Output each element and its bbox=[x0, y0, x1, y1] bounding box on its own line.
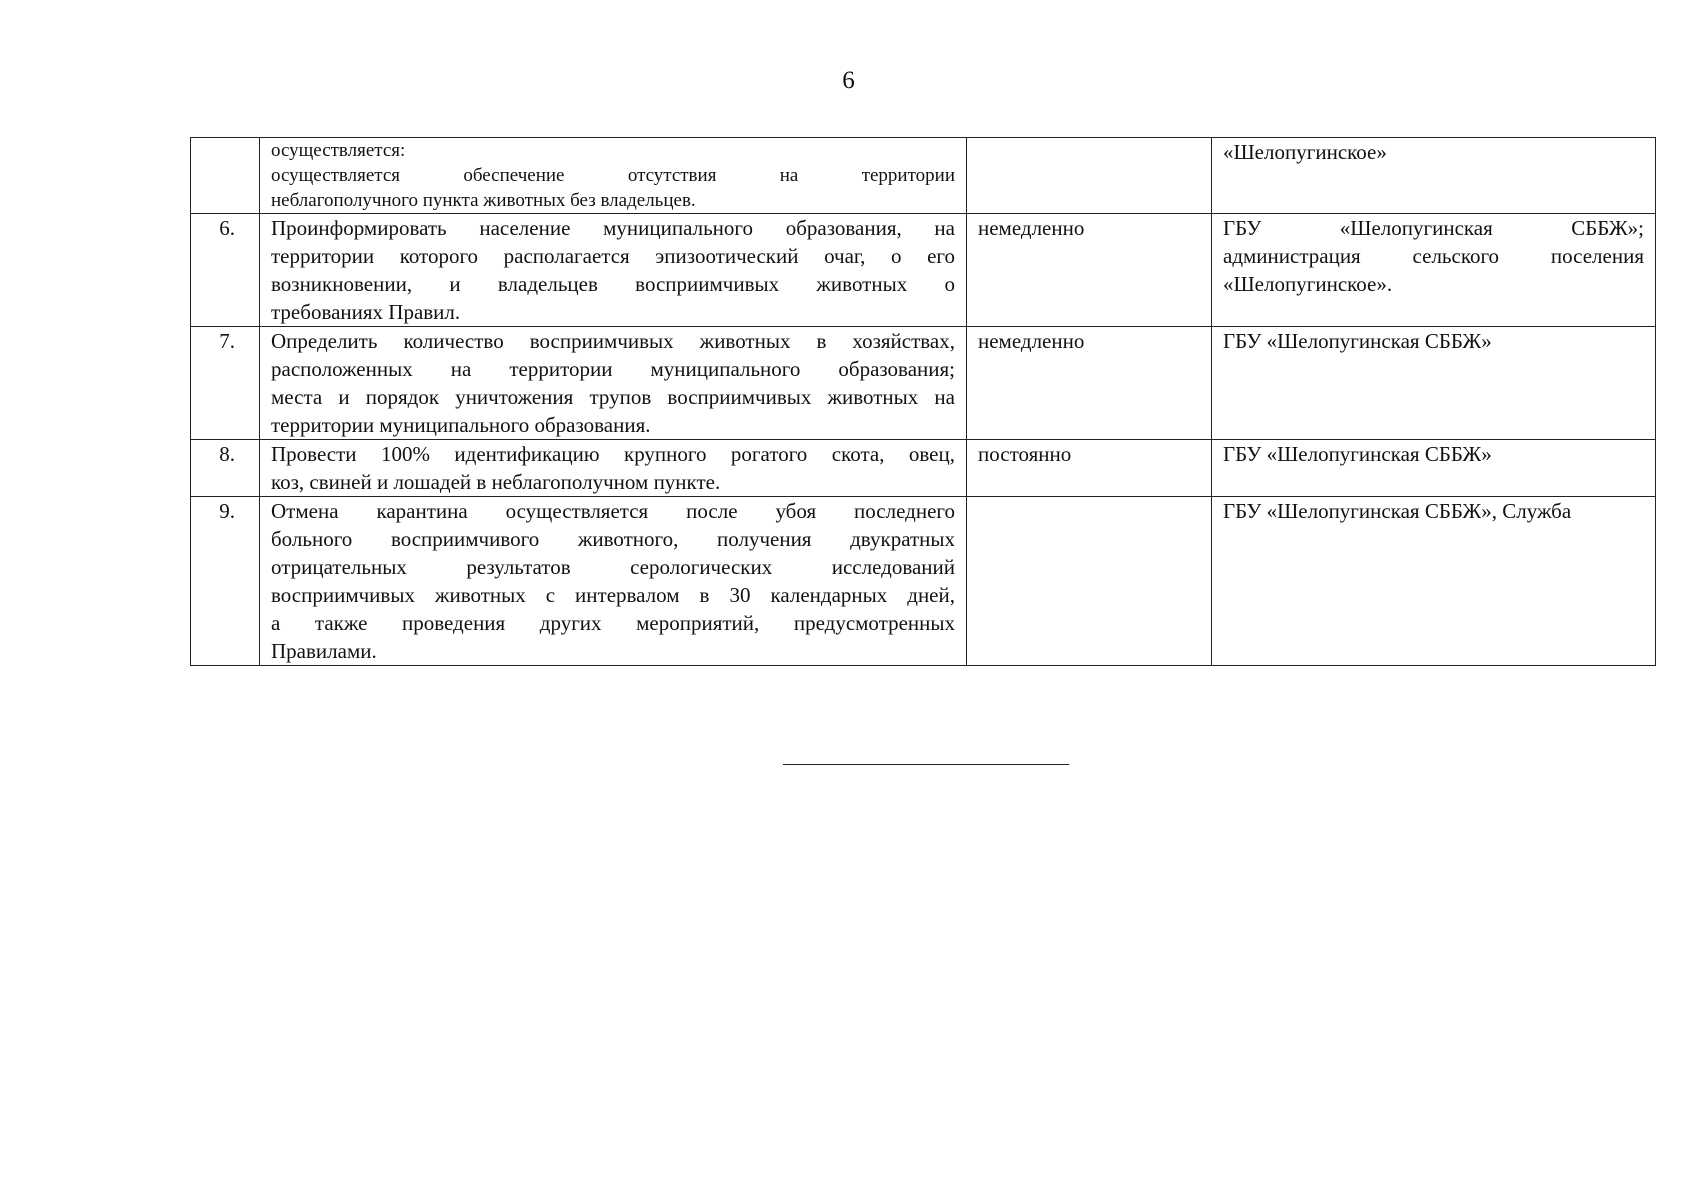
action-cell bbox=[260, 327, 967, 440]
row-number: 6. bbox=[219, 216, 235, 240]
action-line: Определить количество восприимчивых животных в хозяйствах, bbox=[271, 329, 955, 353]
action-line: Отмена карантина осуществляется после убоя последнего bbox=[271, 499, 955, 523]
action-line: требованиях Правил. bbox=[271, 300, 461, 324]
responsible-cell bbox=[1212, 138, 1656, 214]
action-line: Проинформировать население муниципального образования, на bbox=[271, 216, 955, 240]
term-cell bbox=[967, 497, 1212, 666]
action-line: территории которого располагается эпизоотический очаг, о его bbox=[271, 244, 955, 268]
action-line: больного восприимчивого животного, получения двукратных bbox=[271, 527, 955, 551]
table-body bbox=[191, 138, 1656, 666]
responsible-line: ГБУ «Шелопугинская СББЖ» bbox=[1223, 442, 1492, 466]
action-cell bbox=[260, 214, 967, 327]
responsible-cell bbox=[1212, 440, 1656, 497]
measures-table bbox=[190, 137, 1656, 666]
action-cell bbox=[260, 440, 967, 497]
responsible-cell bbox=[1212, 214, 1656, 327]
table-row bbox=[191, 497, 1656, 666]
action-line: неблагополучного пункта животных без владельцев. bbox=[271, 190, 696, 211]
action-line: восприимчивых животных с интервалом в 30 календарных дней, bbox=[271, 583, 955, 607]
row-number-cell bbox=[191, 138, 260, 214]
row-number-cell bbox=[191, 497, 260, 666]
action-line: расположенных на территории муниципального образования; bbox=[271, 357, 955, 381]
term-cell bbox=[967, 138, 1212, 214]
table-row bbox=[191, 440, 1656, 497]
responsible-cell bbox=[1212, 327, 1656, 440]
responsible-line: администрация сельского поселения bbox=[1223, 244, 1644, 268]
table-row bbox=[191, 214, 1656, 327]
term-cell bbox=[967, 214, 1212, 327]
table-row bbox=[191, 138, 1656, 214]
action-line: отрицательных результатов серологических исследований bbox=[271, 555, 955, 579]
term-text: немедленно bbox=[978, 329, 1085, 353]
term-text: постоянно bbox=[978, 442, 1072, 466]
action-line: территории муниципального образования. bbox=[271, 413, 651, 437]
action-cell bbox=[260, 138, 967, 214]
row-number: 9. bbox=[219, 499, 235, 523]
row-number-cell bbox=[191, 214, 260, 327]
row-number-cell bbox=[191, 440, 260, 497]
action-cell bbox=[260, 497, 967, 666]
page-number: 6 bbox=[842, 67, 855, 94]
responsible-line: «Шелопугинское». bbox=[1223, 272, 1393, 296]
action-line: Правилами. bbox=[271, 639, 377, 663]
responsible-line: «Шелопугинское» bbox=[1223, 140, 1387, 164]
responsible-line: ГБУ «Шелопугинская СББЖ», Служба bbox=[1223, 499, 1572, 523]
term-cell bbox=[967, 440, 1212, 497]
action-line: осуществляется: bbox=[271, 140, 406, 161]
responsible-line: ГБУ «Шелопугинская СББЖ»; bbox=[1223, 216, 1644, 240]
row-number: 7. bbox=[219, 329, 235, 353]
action-line: Провести 100% идентификацию крупного рогатого скота, овец, bbox=[271, 442, 955, 466]
action-line: возникновении, и владельцев восприимчивых животных о bbox=[271, 272, 955, 296]
row-number: 8. bbox=[219, 442, 235, 466]
table-row bbox=[191, 327, 1656, 440]
action-line: коз, свиней и лошадей в неблагополучном пункте. bbox=[271, 470, 721, 494]
action-line: а также проведения других мероприятий, предусмотренных bbox=[271, 611, 955, 635]
row-number-cell bbox=[191, 327, 260, 440]
action-line: осуществляется обеспечение отсутствия на территории bbox=[271, 165, 955, 186]
action-line: места и порядок уничтожения трупов восприимчивых животных на bbox=[271, 385, 955, 409]
end-of-document-rule bbox=[783, 764, 1069, 765]
term-text: немедленно bbox=[978, 216, 1085, 240]
responsible-line: ГБУ «Шелопугинская СББЖ» bbox=[1223, 329, 1492, 353]
term-cell bbox=[967, 327, 1212, 440]
responsible-cell bbox=[1212, 497, 1656, 666]
